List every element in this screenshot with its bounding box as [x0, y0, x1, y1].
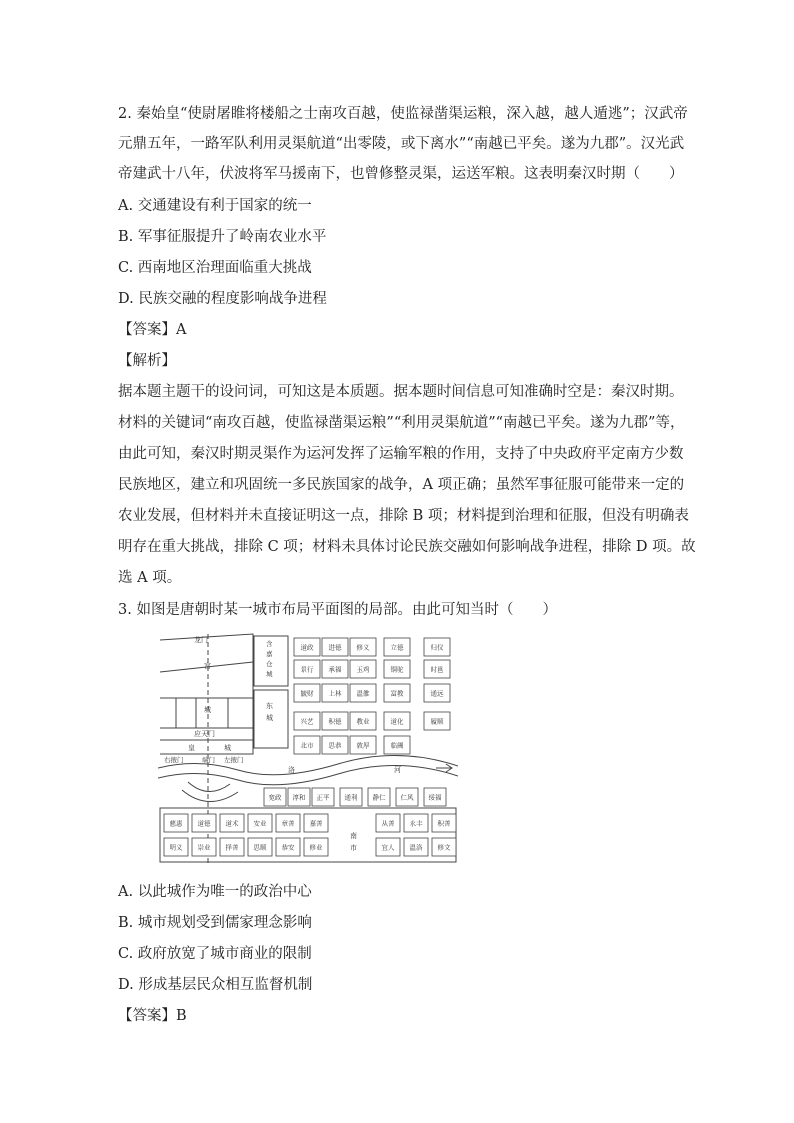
- map-ward-label: 永丰: [409, 819, 423, 828]
- map-label-yingtian-gate: 应天门: [194, 730, 215, 738]
- q2-analysis-line-2: 材料的关键词“南攻百越，使监禄凿渠运粮”“利用灵渠航道”“南越已平矣。遂为九郡”等，: [118, 415, 685, 431]
- q2-analysis-title: 【解析】: [118, 353, 176, 369]
- map-ward-label: 时邕: [430, 665, 444, 674]
- map-ward-label: 修文: [437, 843, 451, 852]
- q2-option-c: C. 西南地区治理面临重大挑战: [118, 260, 312, 276]
- q2-analysis-line-4: 民族地区，建立和巩固统一多民族国家的战争，A 项正确；虽然军事征服可能带来一定的: [118, 477, 685, 493]
- map-label-imperial-2: 城: [224, 744, 231, 752]
- q2-analysis-line-7: 选 A 项。: [118, 570, 182, 586]
- map-label-south-market-1: 南: [350, 832, 357, 840]
- map-ward-label: 仁风: [400, 793, 414, 802]
- map-ward-label: 北市: [300, 741, 314, 750]
- q3-answer: 【答案】B: [118, 1008, 187, 1024]
- map-label-palace-1: 宫: [204, 662, 211, 670]
- map-ward-label: 铜驼: [390, 665, 404, 674]
- q3-option-a: A. 以此城作为唯一的政治中心: [118, 884, 312, 900]
- map-ward-label: 择善: [225, 843, 239, 852]
- map-ward-label: 安业: [253, 819, 267, 828]
- q3-stem: 3. 如图是唐朝时某一城市布局平面图的局部。由此可知当时（ ）: [118, 602, 557, 618]
- map-label-duan-gate: 端门: [202, 756, 215, 764]
- map-ward-label: 积德: [328, 717, 342, 726]
- map-ward-label: 富教: [390, 689, 404, 698]
- map-label-granary-4: 城: [266, 670, 273, 678]
- map-label-gate-top: 龙门: [194, 636, 208, 644]
- map-ward-label: 道政: [300, 643, 314, 652]
- map-ward-label: 承福: [328, 665, 342, 674]
- q2-analysis-line-1: 据本题主题干的设问词，可知这是本质题。据本题时间信息可知准确时空是：秦汉时期。: [118, 384, 684, 400]
- q2-answer: 【答案】A: [118, 322, 187, 338]
- map-ward-label: 淳和: [292, 793, 306, 802]
- map-ward-label: 宽政: [268, 793, 282, 802]
- map-ward-label: 兴艺: [300, 717, 314, 726]
- city-layout-map: [158, 632, 458, 864]
- q2-stem-line-1: 2. 秦始皇“使尉屠睢将楼船之士南攻百越，使监禄凿渠运粮，深入越，越人遁逃”；汉武帝: [118, 106, 688, 122]
- map-ward-label: 修义: [356, 643, 370, 652]
- map-ward-label: 景行: [300, 665, 314, 674]
- map-ward-label: 教业: [356, 717, 370, 726]
- map-ward-label: 宜人: [381, 843, 395, 852]
- map-label-left-gate: 左掖门: [224, 756, 244, 764]
- map-ward-label: 慈惠: [169, 819, 183, 828]
- map-label-granary-1: 含: [266, 640, 273, 648]
- q3-option-c: C. 政府放宽了城市商业的限制: [118, 946, 312, 962]
- map-ward-label: 明义: [169, 843, 183, 852]
- map-label-granary-2: 嘉: [266, 650, 273, 658]
- map-ward-label: 道化: [390, 717, 404, 726]
- map-label-east-city-2: 城: [266, 714, 273, 722]
- map-label-river-2: 河: [394, 766, 401, 774]
- q3-option-d: D. 形成基层民众相互监督机制: [118, 977, 313, 993]
- q2-stem-line-2: 元鼎五年，一路军队利用灵渠航道“出零陵，或下离水”“南越已平矣。遂为九郡”。汉光武: [118, 136, 685, 152]
- map-label-imperial-1: 皇: [188, 744, 195, 752]
- map-ward-label: 通利: [344, 793, 358, 802]
- map-label-south-market-2: 市: [350, 844, 357, 852]
- map-ward-label: 立德: [390, 643, 404, 652]
- q2-analysis-line-3: 由此可知，秦汉时期灵渠作为运河发挥了运输军粮的作用，支持了中央政府平定南方少数: [118, 446, 684, 462]
- map-ward-label: 积善: [437, 819, 451, 828]
- map-label-right-gate: 右掖门: [164, 756, 184, 764]
- map-ward-label: 思顺: [253, 843, 267, 852]
- q2-stem-line-3: 帝建武十八年，伏波将军马援南下，也曾修整灵渠，运送军粮。这表明秦汉时期（ ）: [118, 166, 684, 182]
- q3-option-b: B. 城市规划受到儒家理念影响: [118, 915, 312, 931]
- map-ward-label: 正平: [316, 793, 330, 802]
- map-ward-label: 崇业: [197, 843, 211, 852]
- map-ward-label: 履顺: [430, 717, 444, 726]
- map-ward-label: 进德: [328, 643, 342, 652]
- map-ward-label: 思恭: [328, 741, 342, 750]
- map-ward-label: 嘉善: [309, 819, 323, 828]
- map-ward-label: 敦厚: [356, 741, 370, 750]
- q2-option-d: D. 民族交融的程度影响战争进程: [118, 291, 327, 307]
- map-ward-label: 章善: [281, 819, 295, 828]
- map-ward-label: 道德: [197, 819, 211, 828]
- map-ward-label: 绥福: [428, 793, 442, 802]
- q2-option-a: A. 交通建设有利于国家的统一: [118, 198, 312, 214]
- map-ward-label: 恭安: [281, 843, 295, 852]
- q2-option-b: B. 军事征服提升了岭南农业水平: [118, 229, 327, 245]
- map-label-granary-3: 仓: [266, 660, 273, 668]
- map-ward-label: 毓财: [300, 689, 314, 698]
- q2-analysis-line-5: 农业发展，但材料并未直接证明这一点，排除 B 项；材料提到治理和征服，但没有明确表: [118, 508, 689, 524]
- map-ward-label: 上林: [328, 689, 342, 698]
- map-ward-label: 临阓: [390, 741, 404, 750]
- map-ward-label: 温雒: [356, 689, 370, 698]
- map-label-east-city-1: 东: [266, 702, 273, 710]
- map-ward-label: 温洛: [409, 843, 423, 852]
- map-label-palace-2: 城: [204, 706, 211, 714]
- map-ward-label: 通远: [430, 689, 444, 698]
- map-ward-label: 静仁: [372, 793, 386, 802]
- map-label-river-1: 洛: [288, 766, 295, 774]
- map-ward-label: 归仪: [430, 643, 444, 652]
- map-ward-label: 玉鸡: [356, 665, 370, 674]
- map-ward-label: 修业: [309, 843, 323, 852]
- q2-analysis-line-6: 明存在重大挑战，排除 C 项；材料未具体讨论民族交融如何影响战争进程，排除 D 项。故: [118, 539, 696, 555]
- map-ward-label: 从善: [381, 819, 395, 828]
- map-ward-label: 道术: [225, 819, 239, 828]
